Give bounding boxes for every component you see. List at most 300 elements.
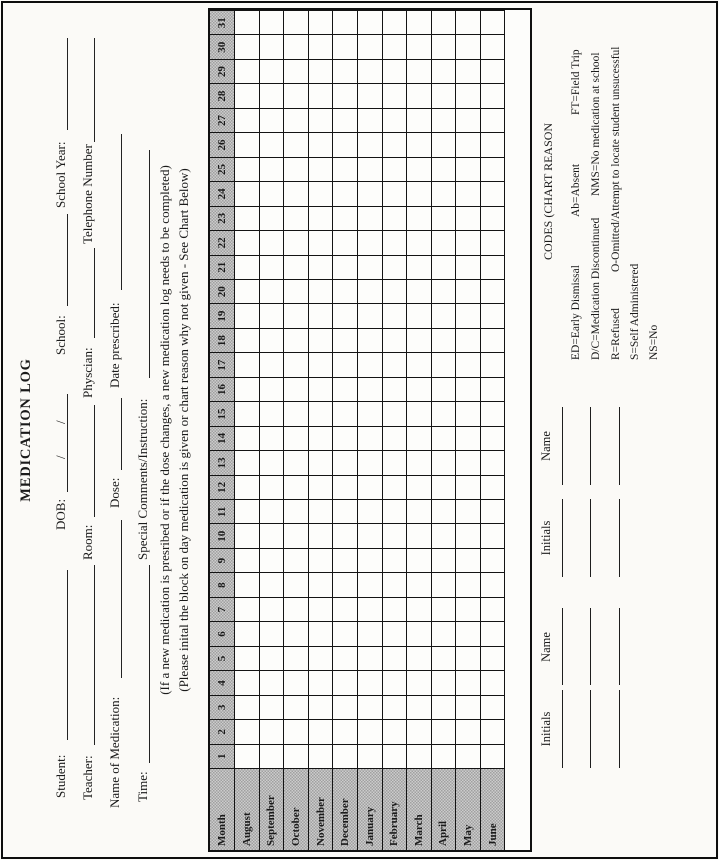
log-cell	[309, 572, 334, 596]
log-cell	[481, 230, 506, 254]
dose-label: Dose:	[107, 477, 122, 508]
log-cell	[481, 401, 506, 425]
log-cell	[407, 377, 432, 401]
log-cell	[383, 621, 408, 645]
month-row-header: August	[235, 768, 260, 850]
log-cell	[260, 108, 285, 132]
day-header-cell: 17	[210, 352, 235, 376]
log-cell	[260, 206, 285, 230]
log-cell	[456, 475, 481, 499]
log-cell	[407, 108, 432, 132]
month-row-header: March	[407, 768, 432, 850]
log-cell	[358, 548, 383, 572]
special-comments-label: Special Comments/Instruction:	[135, 398, 150, 560]
log-cell	[309, 377, 334, 401]
log-cell	[383, 670, 408, 694]
month-row-header: December	[333, 768, 358, 850]
log-cell	[284, 303, 309, 327]
log-cell	[235, 401, 260, 425]
log-cell	[456, 450, 481, 474]
month-row-header: October	[284, 768, 309, 850]
code-refused: R=Refused	[610, 308, 622, 360]
log-cell	[260, 279, 285, 303]
log-cell	[407, 181, 432, 205]
signature-blank-line	[590, 690, 591, 768]
log-cell	[260, 34, 285, 58]
log-cell	[309, 499, 334, 523]
log-cell	[456, 10, 481, 34]
log-cell	[284, 206, 309, 230]
log-cell	[260, 377, 285, 401]
log-cell	[333, 597, 358, 621]
log-cell	[432, 108, 457, 132]
day-header-cell: 28	[210, 83, 235, 107]
log-cell	[456, 523, 481, 547]
log-cell	[284, 255, 309, 279]
form-row-teacher	[79, 0, 97, 860]
form-row-time	[134, 0, 152, 860]
log-cell	[407, 83, 432, 107]
log-cell	[260, 695, 285, 719]
log-cell	[358, 572, 383, 596]
log-cell	[358, 450, 383, 474]
log-cell	[407, 450, 432, 474]
teacher-field-line	[94, 565, 95, 745]
log-cell	[383, 59, 408, 83]
log-cell	[407, 279, 432, 303]
log-cell	[333, 230, 358, 254]
log-cell	[333, 352, 358, 376]
log-cell	[432, 572, 457, 596]
log-cell	[456, 572, 481, 596]
log-cell	[260, 328, 285, 352]
log-cell	[456, 548, 481, 572]
code-field-trip: FT=Field Trip	[570, 49, 582, 115]
log-cell	[235, 279, 260, 303]
log-cell	[235, 352, 260, 376]
log-cell	[260, 10, 285, 34]
log-cell	[235, 206, 260, 230]
log-cell	[260, 670, 285, 694]
signature-initials-label: Initials	[539, 520, 553, 556]
log-cell	[309, 719, 334, 743]
log-cell	[407, 34, 432, 58]
day-header-cell: 26	[210, 132, 235, 156]
log-cell	[432, 83, 457, 107]
log-cell	[456, 695, 481, 719]
physician-label: Physcian:	[80, 347, 95, 398]
log-cell	[284, 499, 309, 523]
log-cell	[284, 719, 309, 743]
date-prescribed-field-line	[121, 134, 122, 290]
log-cell	[383, 646, 408, 670]
log-cell	[456, 377, 481, 401]
log-cell	[309, 523, 334, 547]
log-cell	[358, 10, 383, 34]
log-cell	[284, 401, 309, 425]
school-label: School:	[53, 315, 68, 355]
log-cell	[235, 744, 260, 768]
log-cell	[407, 548, 432, 572]
day-header-cell: 3	[210, 695, 235, 719]
signature-blank-line	[619, 499, 620, 577]
log-cell	[235, 695, 260, 719]
log-cell	[481, 646, 506, 670]
log-cell	[407, 523, 432, 547]
log-cell	[260, 426, 285, 450]
signature-blank-line	[619, 608, 620, 685]
day-header-cell: 6	[210, 621, 235, 645]
log-cell	[432, 548, 457, 572]
log-cell	[235, 670, 260, 694]
dob-field-line	[67, 394, 68, 492]
log-cell	[456, 279, 481, 303]
log-cell	[358, 426, 383, 450]
log-cell	[432, 475, 457, 499]
log-cell	[284, 670, 309, 694]
log-cell	[432, 352, 457, 376]
codes-title: CODES (CHART REASON	[541, 122, 555, 260]
log-cell	[309, 279, 334, 303]
log-cell	[407, 670, 432, 694]
log-cell	[432, 279, 457, 303]
signature-blank-line	[562, 407, 563, 485]
log-cell	[456, 744, 481, 768]
log-cell	[333, 303, 358, 327]
log-cell	[481, 206, 506, 230]
log-cell	[481, 426, 506, 450]
log-cell	[309, 352, 334, 376]
log-cell	[284, 157, 309, 181]
log-cell	[383, 475, 408, 499]
log-cell	[309, 621, 334, 645]
log-cell	[284, 744, 309, 768]
day-header-cell: 20	[210, 279, 235, 303]
log-cell	[358, 157, 383, 181]
log-cell	[333, 426, 358, 450]
log-cell	[383, 181, 408, 205]
log-cell	[284, 426, 309, 450]
log-cell	[456, 401, 481, 425]
log-cell	[383, 352, 408, 376]
log-cell	[358, 597, 383, 621]
log-cell	[432, 597, 457, 621]
log-cell	[456, 670, 481, 694]
day-header-cell: 2	[210, 719, 235, 743]
log-cell	[260, 499, 285, 523]
medication-name-field-line	[121, 520, 122, 678]
log-cell	[481, 377, 506, 401]
log-cell	[235, 646, 260, 670]
day-header-cell: 27	[210, 108, 235, 132]
log-cell	[456, 230, 481, 254]
log-cell	[383, 426, 408, 450]
log-cell	[407, 621, 432, 645]
log-cell	[481, 328, 506, 352]
physician-field-line	[94, 248, 95, 338]
log-cell	[407, 572, 432, 596]
log-cell	[358, 352, 383, 376]
log-cell	[383, 206, 408, 230]
month-row-header: September	[260, 768, 285, 850]
log-cell	[309, 328, 334, 352]
log-cell	[309, 108, 334, 132]
school-year-label: School Year:	[53, 141, 68, 208]
log-cell	[383, 719, 408, 743]
dob-label: DOB:	[53, 498, 68, 530]
log-cell	[309, 230, 334, 254]
log-cell	[284, 523, 309, 547]
log-cell	[456, 83, 481, 107]
log-cell	[481, 59, 506, 83]
log-cell	[383, 572, 408, 596]
day-header-cell: 1	[210, 744, 235, 768]
log-cell	[432, 695, 457, 719]
log-cell	[407, 646, 432, 670]
log-cell	[260, 83, 285, 107]
note-new-medication: (If a new medication is presribed or if the dose changes, a new medication log needs to be completed)	[157, 165, 172, 695]
log-cell	[358, 719, 383, 743]
day-header-cell: 23	[210, 206, 235, 230]
log-cell	[260, 303, 285, 327]
log-cell	[481, 670, 506, 694]
log-cell	[333, 181, 358, 205]
log-cell	[260, 523, 285, 547]
log-cell	[432, 255, 457, 279]
medication-name-label: Name of Medication:	[107, 696, 122, 808]
log-cell	[333, 695, 358, 719]
log-cell	[383, 34, 408, 58]
log-cell	[383, 744, 408, 768]
month-column-header: Month	[210, 768, 235, 850]
log-cell	[432, 59, 457, 83]
log-cell	[235, 255, 260, 279]
log-cell	[407, 157, 432, 181]
log-cell	[260, 255, 285, 279]
log-cell	[432, 157, 457, 181]
log-cell	[284, 548, 309, 572]
log-cell	[235, 475, 260, 499]
log-cell	[333, 157, 358, 181]
log-cell	[481, 499, 506, 523]
log-cell	[383, 279, 408, 303]
log-cell	[260, 59, 285, 83]
log-cell	[383, 10, 408, 34]
log-cell	[333, 377, 358, 401]
log-cell	[235, 719, 260, 743]
log-cell	[235, 597, 260, 621]
time-field-line	[149, 565, 150, 763]
dob-slash: /	[53, 455, 68, 459]
log-cell	[235, 621, 260, 645]
log-cell	[383, 328, 408, 352]
log-cell	[284, 59, 309, 83]
log-cell	[333, 255, 358, 279]
log-cell	[309, 157, 334, 181]
log-cell	[407, 695, 432, 719]
log-cell	[432, 377, 457, 401]
log-cell	[432, 426, 457, 450]
log-cell	[407, 352, 432, 376]
log-cell	[383, 230, 408, 254]
student-field-line	[67, 570, 68, 740]
telephone-label: Telephone Number	[80, 144, 95, 244]
log-cell	[333, 450, 358, 474]
log-cell	[358, 621, 383, 645]
code-early-dismissal: ED=Early Dismissal	[570, 265, 582, 360]
log-cell	[284, 132, 309, 156]
log-cell	[235, 59, 260, 83]
log-cell	[284, 572, 309, 596]
day-header-cell: 4	[210, 670, 235, 694]
log-cell	[333, 328, 358, 352]
code-discontinued: D/C=Medication Discontinued	[590, 217, 602, 360]
log-cell	[432, 499, 457, 523]
day-header-cell: 9	[210, 548, 235, 572]
log-cell	[358, 59, 383, 83]
day-header-cell: 16	[210, 377, 235, 401]
log-cell	[456, 597, 481, 621]
medication-grid	[208, 8, 532, 852]
log-cell	[284, 181, 309, 205]
log-cell	[309, 206, 334, 230]
log-cell	[407, 426, 432, 450]
signature-blank-line	[590, 499, 591, 577]
signature-blank-line	[590, 407, 591, 485]
log-cell	[383, 450, 408, 474]
log-cell	[456, 646, 481, 670]
log-cell	[481, 108, 506, 132]
log-cell	[481, 303, 506, 327]
log-cell	[235, 132, 260, 156]
month-row-header: November	[309, 768, 334, 850]
log-cell	[432, 719, 457, 743]
log-cell	[309, 255, 334, 279]
log-cell	[432, 328, 457, 352]
code-no-med-at-school: NMS=No medication at school	[590, 52, 602, 196]
month-row-header: January	[358, 768, 383, 850]
log-cell	[235, 108, 260, 132]
log-cell	[383, 401, 408, 425]
day-header-cell: 19	[210, 303, 235, 327]
date-prescribed-label: Date prescribed:	[107, 302, 122, 388]
log-cell	[481, 695, 506, 719]
form-row-medication	[106, 0, 124, 860]
log-cell	[235, 548, 260, 572]
log-cell	[432, 303, 457, 327]
log-cell	[456, 206, 481, 230]
log-cell	[333, 132, 358, 156]
log-cell	[260, 572, 285, 596]
room-field-line	[94, 405, 95, 517]
log-cell	[235, 303, 260, 327]
log-cell	[260, 744, 285, 768]
log-cell	[383, 108, 408, 132]
log-cell	[481, 744, 506, 768]
day-header-cell: 21	[210, 255, 235, 279]
log-cell	[260, 450, 285, 474]
log-cell	[383, 157, 408, 181]
log-cell	[284, 328, 309, 352]
log-cell	[333, 572, 358, 596]
log-cell	[333, 719, 358, 743]
log-cell	[383, 523, 408, 547]
month-row-header: April	[432, 768, 457, 850]
log-cell	[235, 34, 260, 58]
log-cell	[383, 548, 408, 572]
log-cell	[260, 621, 285, 645]
dose-field-line	[121, 398, 122, 470]
log-cell	[383, 132, 408, 156]
log-cell	[358, 108, 383, 132]
log-cell	[358, 401, 383, 425]
signature-blank-line	[562, 608, 563, 685]
code-omitted: O-Omitted/Attempt to locate student unsucessful	[610, 46, 622, 272]
room-label: Room:	[80, 524, 95, 560]
log-cell	[235, 10, 260, 34]
day-header-cell: 31	[210, 10, 235, 34]
log-cell	[309, 83, 334, 107]
log-cell	[284, 475, 309, 499]
month-row-header: June	[481, 768, 506, 850]
log-cell	[309, 548, 334, 572]
log-cell	[481, 34, 506, 58]
log-cell	[432, 621, 457, 645]
log-cell	[481, 548, 506, 572]
log-cell	[260, 597, 285, 621]
log-cell	[481, 10, 506, 34]
log-cell	[358, 279, 383, 303]
code-ns-no: NS=No	[648, 324, 660, 360]
signature-blank-line	[562, 690, 563, 768]
log-cell	[481, 572, 506, 596]
log-cell	[432, 401, 457, 425]
log-cell	[260, 401, 285, 425]
day-header-cell: 24	[210, 181, 235, 205]
log-cell	[456, 426, 481, 450]
log-cell	[407, 499, 432, 523]
log-cell	[407, 719, 432, 743]
log-cell	[309, 401, 334, 425]
log-cell	[235, 426, 260, 450]
log-cell	[333, 646, 358, 670]
dob-slash: /	[53, 420, 68, 424]
log-cell	[432, 670, 457, 694]
log-cell	[383, 499, 408, 523]
log-cell	[284, 450, 309, 474]
log-cell	[260, 352, 285, 376]
log-cell	[309, 59, 334, 83]
log-cell	[407, 597, 432, 621]
log-cell	[407, 744, 432, 768]
log-cell	[284, 10, 309, 34]
log-cell	[284, 34, 309, 58]
day-header-cell: 18	[210, 328, 235, 352]
log-cell	[432, 450, 457, 474]
log-cell	[235, 83, 260, 107]
log-cell	[309, 132, 334, 156]
month-row-header: May	[456, 768, 481, 850]
log-cell	[333, 34, 358, 58]
log-cell	[309, 646, 334, 670]
log-cell	[358, 132, 383, 156]
log-cell	[358, 181, 383, 205]
log-cell	[456, 108, 481, 132]
note-initial-block: (Please inital the block on day medication is given or chart reason why not given - See Chart Below)	[176, 168, 191, 692]
log-cell	[358, 475, 383, 499]
log-cell	[407, 328, 432, 352]
log-cell	[235, 181, 260, 205]
